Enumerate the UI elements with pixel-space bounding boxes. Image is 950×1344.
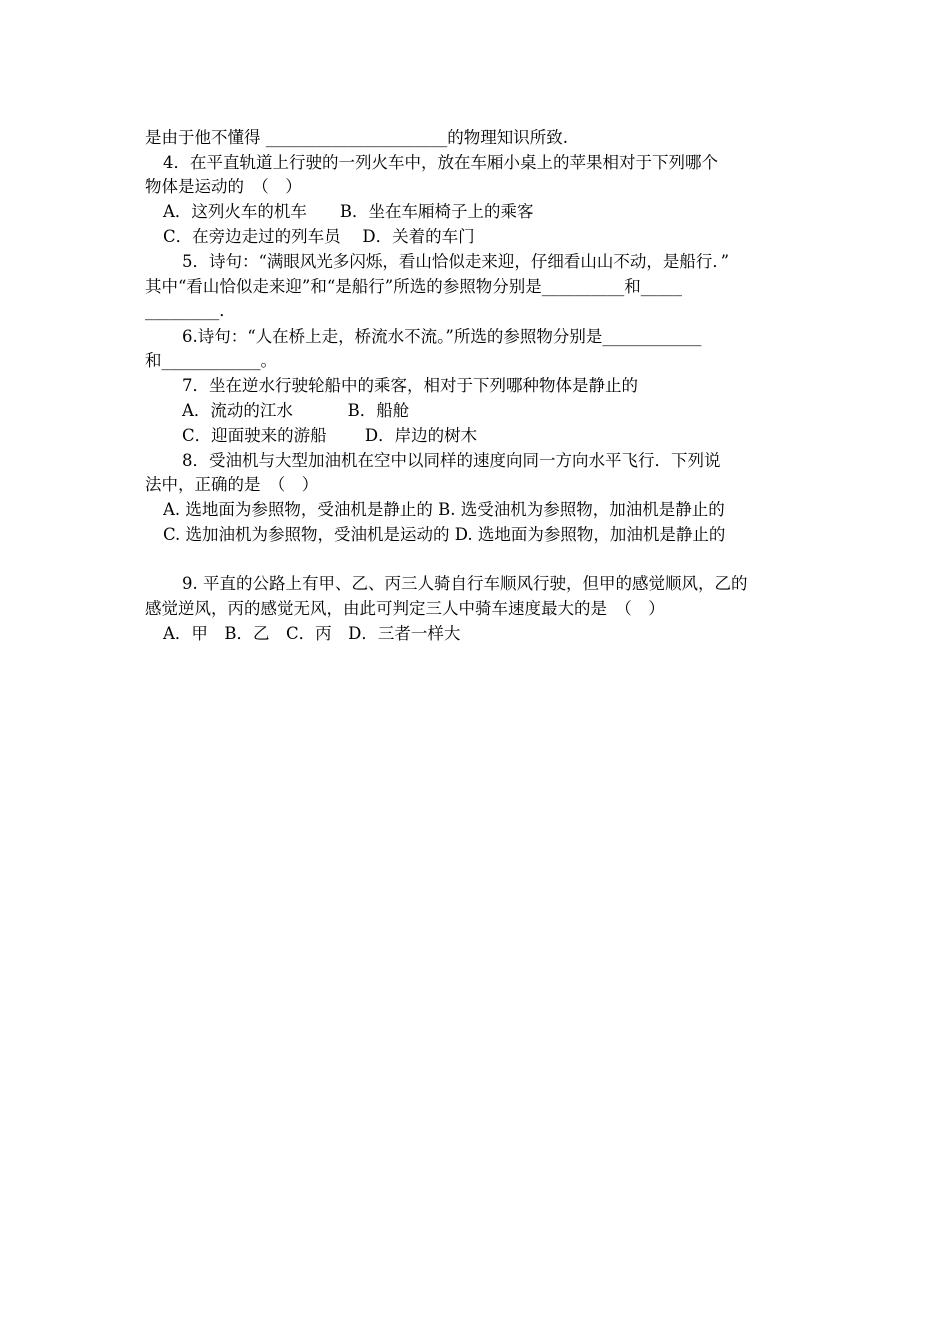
question-4-options-cd: C．在旁边走过的列车员 D．关着的车门 bbox=[163, 227, 475, 246]
question-8-stem: 8．受油机与大型加油机在空中以同样的速度向同一方向水平飞行．下列说 bbox=[182, 451, 721, 470]
question-3-continuation: 是由于他不懂得 ______________________的物理知识所致. bbox=[145, 128, 568, 147]
question-6-stem: 6.诗句：“人在桥上走，桥流水不流。”所选的参照物分别是____________ bbox=[182, 327, 702, 346]
question-7-options-ab: A．流动的江水 B．船舱 bbox=[182, 401, 410, 420]
question-8-options-ab: A. 选地面为参照物，受油机是静止的 B. 选受油机为参照物，加油机是静止的 bbox=[163, 500, 725, 519]
question-9-stem: 9. 平直的公路上有甲、乙、丙三人骑自行车顺风行驶，但甲的感觉顺风，乙的 bbox=[182, 574, 748, 593]
question-5-stem: 5．诗句：“满眼风光多闪烁，看山恰似走来迎，仔细看山山不动，是船行．” bbox=[182, 252, 730, 271]
question-7-stem: 7．坐在逆水行驶轮船中的乘客，相对于下列哪种物体是静止的 bbox=[182, 376, 638, 395]
question-7-options-cd: C．迎面驶来的游船 D．岸边的树木 bbox=[182, 426, 478, 445]
question-8-options-cd: C. 选加油机为参照物，受油机是运动的 D. 选地面为参照物，加油机是静止的 bbox=[163, 525, 726, 544]
question-6-stem-cont: 和____________。 bbox=[145, 351, 277, 370]
question-8-stem-cont: 法中，正确的是 （ ） bbox=[145, 475, 319, 494]
question-4-stem-cont: 物体是运动的 （ ） bbox=[145, 177, 302, 196]
question-5-stem-cont: 其中“看山恰似走来迎”和“是船行”所选的参照物分别是__________和_____ bbox=[145, 277, 682, 296]
question-4-options-ab: A．这列火车的机车 B．坐在车厢椅子上的乘客 bbox=[163, 202, 534, 221]
question-9-stem-cont: 感觉逆风，丙的感觉无风，由此可判定三人中骑车速度最大的是 （ ） bbox=[145, 599, 665, 618]
question-4-stem: 4．在平直轨道上行驶的一列火车中，放在车厢小桌上的苹果相对于下列哪个 bbox=[163, 153, 718, 172]
question-9-options: A．甲 B．乙 C．丙 D．三者一样大 bbox=[163, 624, 461, 643]
question-5-blank-cont: _________． bbox=[145, 301, 236, 320]
